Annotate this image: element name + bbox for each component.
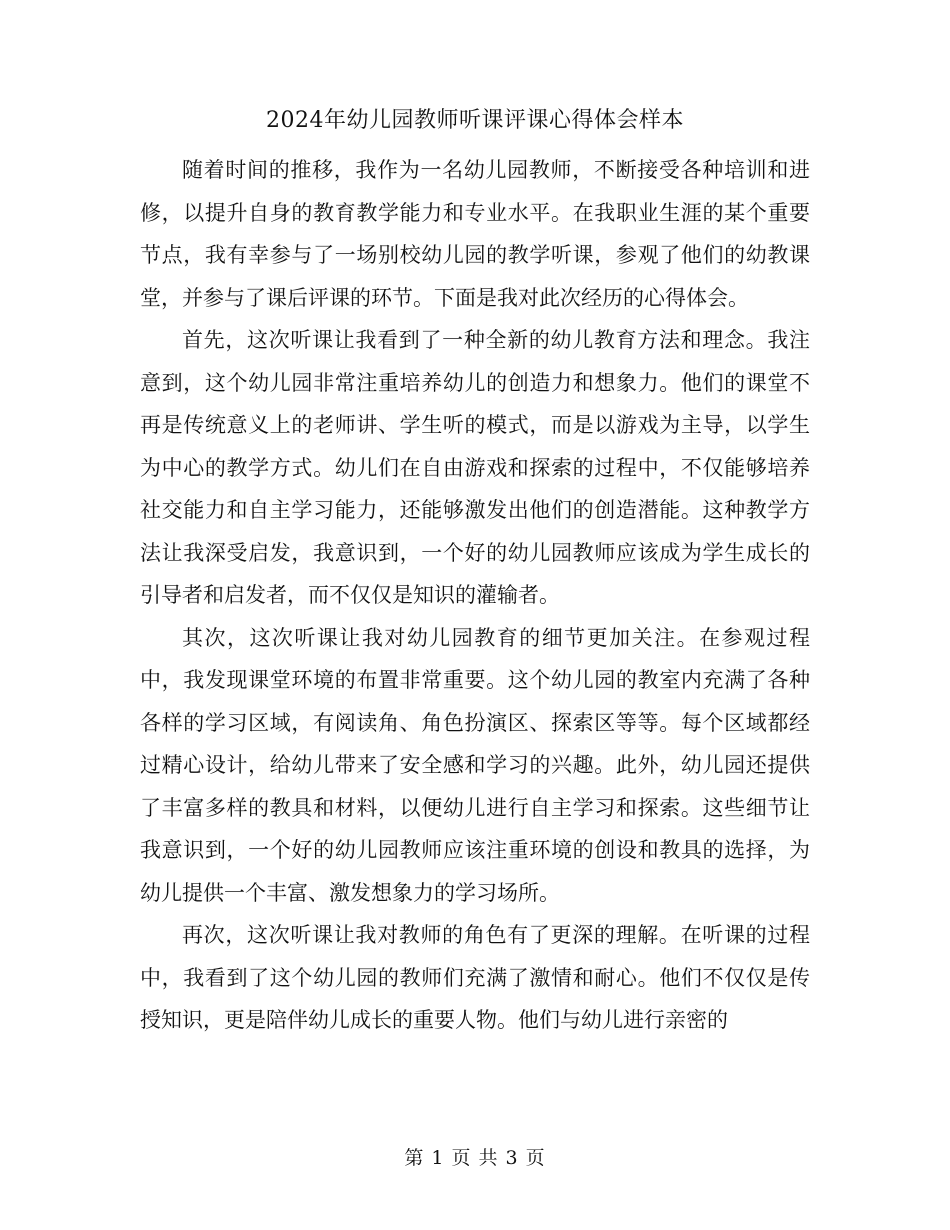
paragraph: 其次，这次听课让我对幼儿园教育的细节更加关注。在参观过程中，我发现课堂环境的布置非常重要。这个幼儿园的教室内充满了各种各样的学习区域，有阅读角、角色扮演区、探索区等等。每个区域都经过精心设计，给幼儿带来了安全感和学习的兴趣。此外，幼儿园还提供了丰富多样的教具和材料，以便幼儿进行自主学习和探索。这些细节让我意识到，一个好的幼儿园教师应该注重环境的创设和教具的选择，为幼儿提供一个丰富、激发想象力的学习场所。 — [140, 625, 810, 905]
page-number: 第 1 页 共 3 页 — [404, 1147, 546, 1169]
paragraph: 首先，这次听课让我看到了一种全新的幼儿教育方法和理念。我注意到，这个幼儿园非常注重培养幼儿的创造力和想象力。他们的课堂不再是传统意义上的老师讲、学生听的模式，而是以游戏为主导，以学生为中心的教学方式。幼儿们在自由游戏和探索的过程中，不仅能够培养社交能力和自主学习能力，还能够激发出他们的创造潜能。这种教学方法让我深受启发，我意识到，一个好的幼儿园教师应该成为学生成长的引导者和启发者，而不仅仅是知识的灌输者。 — [140, 328, 810, 607]
document-title: 2024年幼儿园教师听课评课心得体会样本 — [266, 108, 684, 133]
paragraph: 随着时间的推移，我作为一名幼儿园教师，不断接受各种培训和进修，以提升自身的教育教学能力和专业水平。在我职业生涯的某个重要节点，我有幸参与了一场别校幼儿园的教学听课，参观了他们的幼教课堂，并参与了课后评课的环节。下面是我对此次经历的心得体会。 — [140, 158, 810, 310]
document-body — [140, 149, 810, 1042]
paragraph: 再次，这次听课让我对教师的角色有了更深的理解。在听课的过程中，我看到了这个幼儿园的教师们充满了激情和耐心。他们不仅仅是传授知识，更是陪伴幼儿成长的重要人物。他们与幼儿进行亲密的 — [140, 923, 810, 1032]
